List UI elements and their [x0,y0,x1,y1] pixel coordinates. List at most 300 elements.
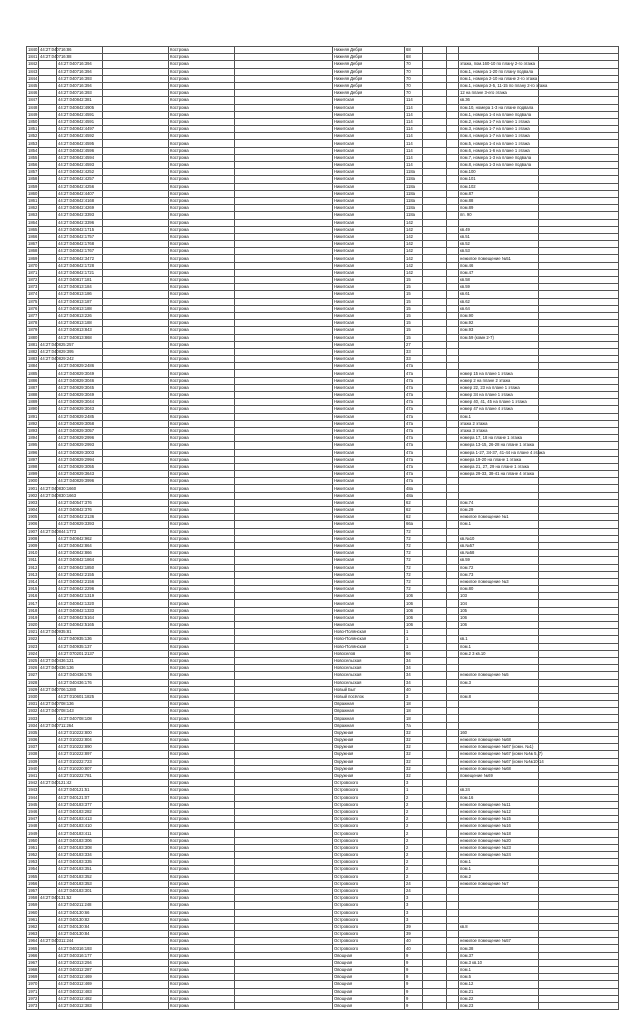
table-row [27,197,619,204]
street-cell: Никитская [333,413,405,420]
blank-b-cell [235,471,333,478]
house-number-cell: 2 [405,852,423,859]
street-cell: Новосельская [333,679,405,686]
blank-a-cell [103,197,169,204]
parcel-number-cell [39,277,57,284]
table-row [27,442,619,449]
property-register-table [26,46,619,1010]
blank-d-cell [447,780,459,787]
row-number-cell: 1847 [28,97,38,103]
blank-a-cell [103,665,169,672]
note-cell: нежилое помещение №5 [459,672,539,679]
city-cell: Кострома [169,47,235,54]
parcel-number-cell [39,931,57,938]
city-cell: Кострома [169,241,235,248]
row-number-cell: 1906 [28,521,38,527]
note-cell: пом.2 3 кв.10 [459,650,539,657]
blank-d-cell [447,514,459,521]
parcel-number-cell [39,126,57,133]
street-cell: Нижняя Дебря [333,82,405,89]
blank-b-cell [235,499,333,506]
city-cell: Кострома [169,715,235,722]
street-cell: Никитская [333,190,405,197]
blank-a-cell [103,190,169,197]
object-number-cell: 44:27:040842:4252 [57,169,103,176]
blank-c-cell [423,284,447,291]
street-cell: Ново-Полянская [333,643,405,650]
blank-d-cell [447,133,459,140]
blank-b-cell [235,578,333,585]
blank-a-cell [103,837,169,844]
house-number-cell: 72 [405,535,423,542]
city-cell: Кострома [169,370,235,377]
row-number-cell: 1953 [28,859,38,865]
house-number-cell: 114 [405,154,423,161]
parcel-number-cell [39,456,57,463]
object-number-cell: 44:27:040842:4257 [57,176,103,183]
blank-a-cell [103,528,169,535]
street-cell: Никитская [333,600,405,607]
blank-d-cell [447,492,459,499]
parcel-number-cell [39,765,57,772]
blank-d-cell [447,298,459,305]
blank-a-cell [103,952,169,959]
table-row [27,262,619,269]
city-cell: Кострома [169,521,235,528]
row-number-cell: 1882 [28,348,38,354]
blank-d-cell [447,959,459,966]
house-number-cell: 18 [405,708,423,715]
blank-a-cell [103,981,169,988]
city-cell: Кострома [169,614,235,621]
blank-c-cell [423,995,447,1002]
blank-a-cell [103,801,169,808]
blank-c-cell [423,974,447,981]
blank-a-cell [103,729,169,736]
blank-e-cell [539,471,619,478]
row-number-cell: 1875 [28,298,38,304]
blank-d-cell [447,988,459,995]
note-cell: номер 22, 23 на плане 1 этажа [459,384,539,391]
note-cell [459,916,539,923]
blank-b-cell [235,967,333,974]
table-row [27,392,619,399]
parcel-number-cell [39,816,57,823]
blank-a-cell [103,341,169,348]
object-number-cell: 44:27:040842:4407 [57,190,103,197]
street-cell: Никитская [333,269,405,276]
blank-b-cell [235,54,333,61]
row-number-cell: 1970 [28,981,38,987]
row-number-cell: 1937 [28,744,38,750]
row-number-cell: 1921 [28,629,38,635]
blank-d-cell [447,794,459,801]
row-number-cell: 1955 [28,873,38,879]
house-number-cell: 1 [405,636,423,643]
parcel-number-cell [39,600,57,607]
parcel-number-cell [39,808,57,815]
blank-d-cell [447,852,459,859]
city-cell: Кострома [169,787,235,794]
table-row [27,995,619,1002]
row-number-cell: 1885 [28,370,38,376]
row-number-cell: 1940 [28,765,38,771]
city-cell: Кострома [169,118,235,125]
street-cell: Никитская [333,521,405,528]
row-number-cell: 1877 [28,313,38,319]
house-number-cell: 40 [405,945,423,952]
city-cell: Кострома [169,665,235,672]
row-number-cell: 1907 [28,528,38,534]
street-cell: Никитская [333,241,405,248]
note-cell: пом.6, номера 1-6 на плане 1 этажа [459,147,539,154]
street-cell: Островского [333,859,405,866]
blank-d-cell [447,528,459,535]
blank-b-cell [235,794,333,801]
street-cell: Никитская [333,507,405,514]
street-cell: Никитская [333,341,405,348]
parcel-number-cell [39,370,57,377]
street-cell: Островского [333,808,405,815]
blank-b-cell [235,485,333,492]
row-number-cell: 1973 [28,1003,38,1009]
note-cell: пом.2, номера 1-7 на плане 1 этажа [459,118,539,125]
house-number-cell: 47а [405,377,423,384]
blank-a-cell [103,356,169,363]
blank-a-cell [103,988,169,995]
table-row [27,830,619,837]
house-number-cell: 68 [405,54,423,61]
blank-c-cell [423,241,447,248]
blank-a-cell [103,47,169,54]
city-cell: Кострома [169,205,235,212]
blank-a-cell [103,650,169,657]
parcel-number-cell [39,499,57,506]
blank-b-cell [235,406,333,413]
blank-b-cell [235,902,333,909]
blank-a-cell [103,104,169,111]
city-cell: Кострома [169,607,235,614]
register-sheet [26,46,618,1009]
blank-e-cell [539,902,619,909]
row-number-cell: 1899 [28,471,38,477]
parcel-number-cell [39,413,57,420]
blank-a-cell [103,959,169,966]
blank-d-cell [447,61,459,68]
house-number-cell: 66а [405,521,423,528]
parcel-number-cell [39,758,57,765]
object-number-cell: 44:27:040842:1333 [57,607,103,614]
blank-e-cell [539,650,619,657]
house-number-cell: 18 [405,701,423,708]
street-cell: Никитская [333,277,405,284]
blank-c-cell [423,715,447,722]
blank-a-cell [103,758,169,765]
table-row [27,622,619,629]
blank-a-cell [103,693,169,700]
street-cell: Никитская [333,284,405,291]
row-number-cell: 1863 [28,212,38,218]
blank-e-cell [539,413,619,420]
object-number-cell: 44:27:040813:226 [57,312,103,319]
blank-a-cell [103,887,169,894]
row-number-cell: 1969 [28,974,38,980]
row-number-cell: 1864 [28,219,38,225]
object-number-cell: 44:27:040842:4168 [57,197,103,204]
blank-b-cell [235,377,333,384]
blank-e-cell [539,169,619,176]
table-row [27,104,619,111]
house-number-cell: 33 [405,348,423,355]
blank-d-cell [447,895,459,902]
street-cell: Овощная [333,981,405,988]
object-number-cell: 44:27:040829:3057 [57,427,103,434]
blank-e-cell [539,816,619,823]
blank-d-cell [447,255,459,262]
blank-a-cell [103,118,169,125]
blank-b-cell [235,197,333,204]
parcel-number-cell [39,772,57,779]
blank-d-cell [447,967,459,974]
blank-c-cell [423,75,447,82]
parcel-number-cell [39,578,57,585]
street-cell: Никитская [333,485,405,492]
house-number-cell: 72 [405,542,423,549]
blank-c-cell [423,392,447,399]
table-row [27,528,619,535]
parcel-number-cell [39,219,57,226]
house-number-cell: 72 [405,586,423,593]
blank-d-cell [447,737,459,744]
blank-e-cell [539,629,619,636]
blank-e-cell [539,456,619,463]
row-number-cell: 1952 [28,852,38,858]
blank-e-cell [539,427,619,434]
house-number-cell: 2 [405,823,423,830]
city-cell: Кострома [169,456,235,463]
row-number-cell: 1860 [28,190,38,196]
blank-a-cell [103,636,169,643]
blank-b-cell [235,233,333,240]
note-cell: пом.12 [459,981,539,988]
blank-b-cell [235,104,333,111]
street-cell: Овощная [333,952,405,959]
parcel-number-cell: 44:27:040830:1663 [40,492,77,498]
note-cell [459,363,539,370]
blank-e-cell [539,614,619,621]
object-number-cell: 44:27:040842:2296 [57,586,103,593]
parcel-number-cell [39,1002,57,1009]
object-number-cell: 44:27:040842:1721 [57,269,103,276]
row-number-cell: 1914 [28,578,38,584]
note-cell [459,931,539,938]
blank-a-cell [103,808,169,815]
city-cell: Кострома [169,162,235,169]
table-row [27,923,619,930]
street-cell: Островского [333,895,405,902]
house-number-cell: 106 [405,600,423,607]
house-number-cell: 32 [405,744,423,751]
blank-a-cell [103,564,169,571]
street-cell: Никитская [333,312,405,319]
blank-c-cell [423,262,447,269]
note-cell: пом.80 [459,586,539,593]
house-number-cell: 15 [405,277,423,284]
blank-c-cell [423,873,447,880]
object-number-cell: 44:27:040842:4591 [57,111,103,118]
blank-a-cell [103,614,169,621]
city-cell: Кострома [169,90,235,97]
city-cell: Кострома [169,808,235,815]
city-cell: Кострома [169,902,235,909]
street-cell: Никитская [333,348,405,355]
blank-c-cell [423,564,447,571]
blank-b-cell [235,514,333,521]
note-cell: пом.4, номера 1-7 на плане 1 этажа [459,133,539,140]
object-number-cell: 44:27:040316:193 [57,945,103,952]
blank-a-cell [103,593,169,600]
object-number-cell: 44:27:040716:394 [57,82,103,89]
blank-c-cell [423,866,447,873]
table-row [27,880,619,887]
parcel-number-cell [39,672,57,679]
house-number-cell: 72 [405,550,423,557]
note-cell: кв.№58 [459,550,539,557]
house-number-cell: 47а [405,420,423,427]
blank-a-cell [103,945,169,952]
blank-b-cell [235,801,333,808]
city-cell: Кострома [169,751,235,758]
table-row [27,672,619,679]
object-number-cell: 44:27:040183:352 [57,873,103,880]
blank-e-cell [539,68,619,75]
object-number-cell: 44:27:040813:187 [57,298,103,305]
table-row [27,190,619,197]
city-cell: Кострома [169,305,235,312]
note-cell: пом.87 [459,190,539,197]
blank-a-cell [103,97,169,104]
parcel-number-cell: 44:27:040844:1773 [40,528,77,534]
row-number-cell: 1900 [28,478,38,484]
object-number-cell: 44:27:040716:394 [57,61,103,68]
blank-e-cell [539,665,619,672]
row-number-cell: 1918 [28,607,38,613]
blank-e-cell [539,435,619,442]
blank-c-cell [423,787,447,794]
parcel-number-cell [39,593,57,600]
city-cell: Кострома [169,801,235,808]
blank-d-cell [447,334,459,341]
house-number-cell: 2 [405,844,423,851]
blank-a-cell [103,751,169,758]
blank-d-cell [447,708,459,715]
table-row [27,212,619,219]
street-cell: Островского [333,902,405,909]
parcel-number-cell [39,902,57,909]
blank-e-cell [539,765,619,772]
blank-a-cell [103,607,169,614]
blank-e-cell [539,284,619,291]
row-number-cell: 1878 [28,320,38,326]
blank-b-cell [235,952,333,959]
parcel-number-cell [39,945,57,952]
row-number-cell: 1840 [28,47,38,53]
note-cell [459,780,539,787]
blank-b-cell [235,348,333,355]
object-number-cell: 44:27:040813:843 [57,327,103,334]
blank-d-cell [447,578,459,585]
blank-c-cell [423,571,447,578]
blank-b-cell [235,887,333,894]
city-cell: Кострома [169,887,235,894]
blank-c-cell [423,622,447,629]
blank-a-cell [103,643,169,650]
object-number-cell: 44:27:040829:3058 [57,420,103,427]
note-cell: пом.21 [459,988,539,995]
blank-d-cell [447,693,459,700]
blank-d-cell [447,140,459,147]
city-cell: Кострома [169,909,235,916]
object-number-cell: 44:27:010222:890 [57,744,103,751]
parcel-number-cell: 44:27:040716:86 [40,47,72,53]
blank-c-cell [423,104,447,111]
street-cell: Никитская [333,140,405,147]
city-cell: Кострома [169,269,235,276]
parcel-number-cell [39,312,57,319]
blank-b-cell [235,830,333,837]
house-number-cell: 72 [405,564,423,571]
house-number-cell: 24 [405,880,423,887]
blank-b-cell [235,111,333,118]
note-cell [459,478,539,485]
blank-b-cell [235,126,333,133]
blank-e-cell [539,262,619,269]
note-cell: пом.1 [459,413,539,420]
note-cell: кв.58 [459,277,539,284]
blank-a-cell [103,550,169,557]
note-cell [459,895,539,902]
object-number-cell: 44:27:010601:1825 [57,693,103,700]
blank-c-cell [423,118,447,125]
row-number-cell: 1902 [28,492,38,498]
table-row [27,902,619,909]
blank-e-cell [539,557,619,564]
blank-d-cell [447,564,459,571]
blank-e-cell [539,140,619,147]
table-row [27,686,619,693]
object-number-cell: 44:27:040842:5164 [57,614,103,621]
row-number-cell: 1892 [28,420,38,426]
row-number-cell: 1888 [28,392,38,398]
parcel-number-cell [39,801,57,808]
row-number-cell: 1890 [28,406,38,412]
blank-e-cell [539,600,619,607]
blank-e-cell [539,887,619,894]
blank-e-cell [539,341,619,348]
row-number-cell: 1887 [28,384,38,390]
note-cell: пом.89 [459,205,539,212]
object-number-cell: 44:27:040842:1864 [57,557,103,564]
row-number-cell: 1862 [28,205,38,211]
parcel-number-cell [39,693,57,700]
blank-d-cell [447,938,459,945]
street-cell: Никитская [333,622,405,629]
table-row [27,427,619,434]
table-row [27,305,619,312]
house-number-cell: 3 [405,916,423,923]
street-cell: Никитская [333,557,405,564]
blank-b-cell [235,133,333,140]
